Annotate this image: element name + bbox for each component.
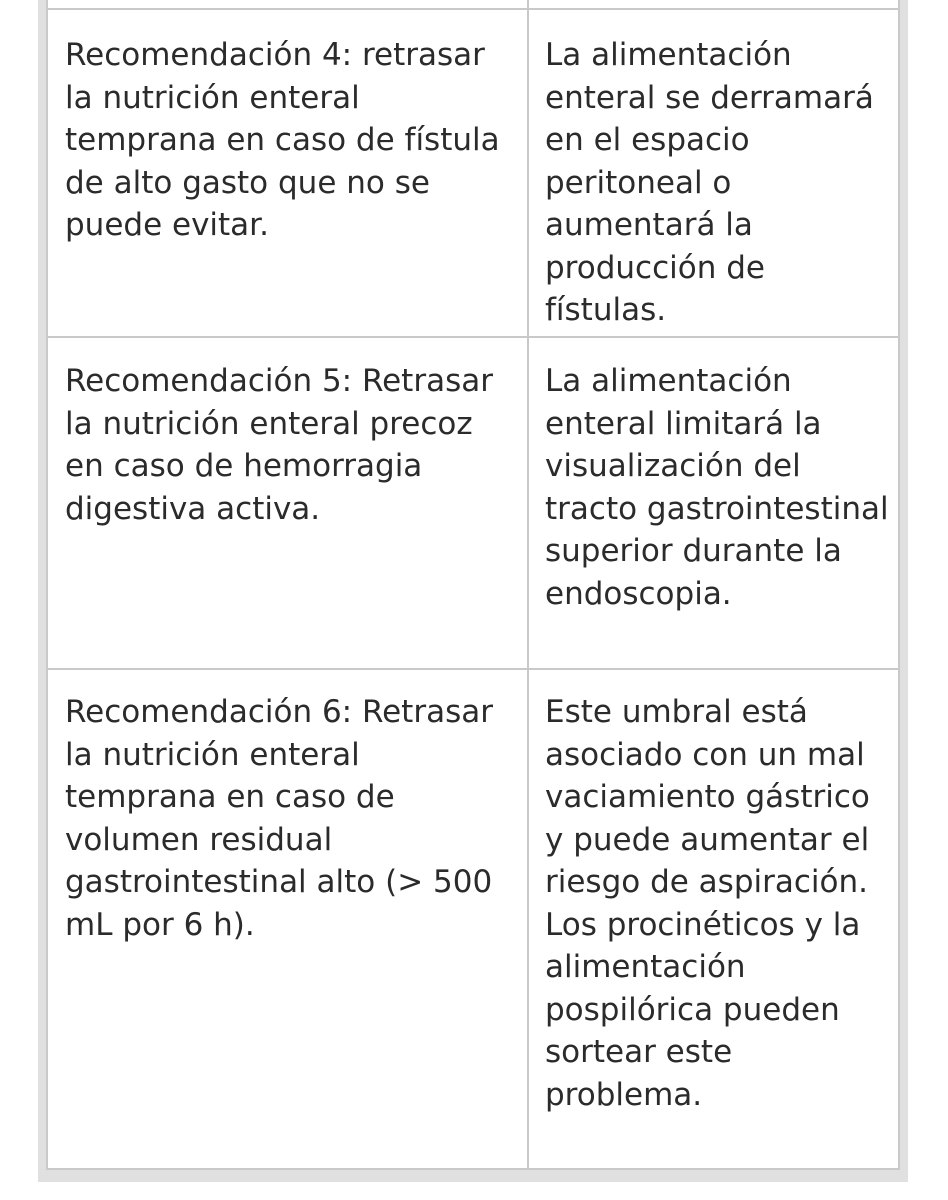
rationale-cell [528,9,899,337]
rationale-text: La alimentación enteral se derramará en el espacio peritoneal o aumentará la producción de fístulas. [545,37,874,328]
recommendation-cell [47,669,528,1169]
table-row [47,9,899,337]
recommendation-cell [47,9,528,337]
rationale-text: La alimentación enteral limitará la visualización del tracto gastrointestinal superior durante la endoscopia. [545,363,889,612]
rationale-cell [528,337,899,669]
table-cell-partial-right [528,0,899,9]
rationale-cell [528,669,899,1169]
rationale-text: Este umbral está asociado con un mal vaciamiento gástrico y puede aumentar el riesgo de aspiración. Los procinéticos y la alimentación pospilórica pueden sortear este problema. [545,694,870,1113]
recommendations-table [46,0,900,1170]
recommendation-cell [47,337,528,669]
recommendation-text: Recomendación 5: Retrasar la nutrición enteral precoz en caso de hemorragia digestiva activa. [65,363,493,527]
table-row [47,337,899,669]
table-row-partial [47,0,899,9]
table-row [47,669,899,1169]
recommendation-text: Recomendación 4: retrasar la nutrición enteral temprana en caso de fístula de alto gasto que no se puede evitar. [65,37,500,243]
recommendation-text: Recomendación 6: Retrasar la nutrición enteral temprana en caso de volumen residual gastrointestinal alto (> 500 mL por 6 h). [65,694,493,943]
table-cell-partial-left [47,0,528,9]
